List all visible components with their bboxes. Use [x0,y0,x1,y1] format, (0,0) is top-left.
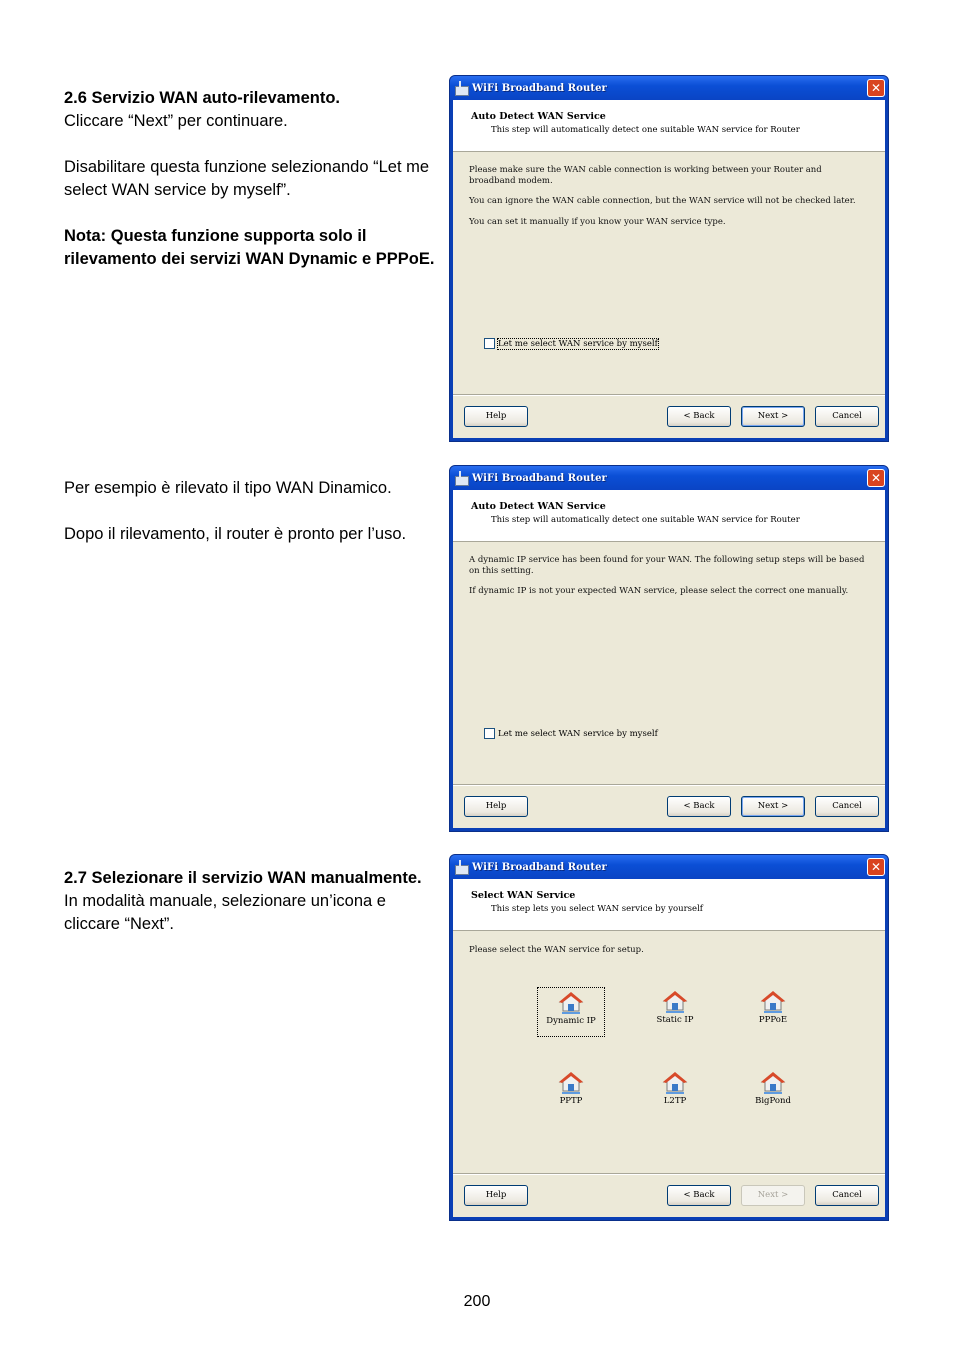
wizard-step-title: Auto Detect WAN Service [471,111,606,122]
example-text: Per esempio è rilevato il tipo WAN Dinamico. [64,479,392,497]
wizard-step-subtitle: This step lets you select WAN service by yourself [491,904,703,914]
info-text: You can set it manually if you know your WAN service type. [469,217,726,227]
dialog-client-area [453,100,885,438]
house-network-icon [558,991,584,1015]
next-button[interactable]: Next > [741,406,805,427]
section-2-7-text [64,867,444,936]
wizard-dialog-auto-detect [449,75,889,442]
wizard-dialog-select-wan [449,854,889,1221]
close-button[interactable]: ✕ [867,469,885,487]
service-label: Static IP [656,1015,694,1025]
house-network-icon [760,1071,786,1095]
close-button[interactable]: ✕ [867,858,885,876]
close-button[interactable]: ✕ [867,79,885,97]
wizard-step-subtitle: This step will automatically detect one suitable WAN service for Router [491,515,800,525]
wan-service-static-ip[interactable] [641,987,709,1025]
checkbox-label[interactable]: Let me select WAN service by myself [498,728,658,739]
manual-select-checkbox-row[interactable] [484,728,658,739]
button-divider [453,1173,885,1175]
info-text: Please select the WAN service for setup. [469,945,644,955]
house-network-icon [662,990,688,1014]
router-app-icon [454,81,468,95]
instruction-text: In modalità manuale, selezionare un’icona e cliccare “Next”. [64,892,386,933]
wan-service-l2tp[interactable] [641,1068,709,1106]
page-number: 200 [463,1293,491,1310]
section-2-6-text [64,87,444,271]
note-text: Nota: Questa funzione supporta solo il rilevamento dei servizi WAN Dynamic e PPPoE. [64,227,435,268]
wizard-step-subtitle: This step will automatically detect one suitable WAN service for Router [491,125,800,135]
window-titlebar[interactable] [450,466,888,490]
back-button[interactable]: < Back [667,1185,731,1206]
window-title: WiFi Broadband Router [472,82,607,94]
info-text: A dynamic IP service has been found for your WAN. The following setup steps will be based on this setting. [469,555,865,576]
wizard-header [453,100,885,152]
wizard-header [453,490,885,542]
dialog-client-area [453,490,885,828]
section-heading: 2.7 Selezionare il servizio WAN manualmente. [64,869,422,887]
cancel-button[interactable]: Cancel [815,1185,879,1206]
checkbox-label[interactable]: Let me select WAN service by myself [498,338,658,349]
router-app-icon [454,860,468,874]
next-button[interactable]: Next > [741,1185,805,1206]
service-label: PPTP [559,1096,583,1106]
cancel-button[interactable]: Cancel [815,796,879,817]
manual-select-checkbox-row[interactable] [484,338,658,349]
info-text: Please make sure the WAN cable connection is working between your Router and broadband modem. [469,165,822,186]
wizard-step-title: Select WAN Service [471,890,576,901]
service-label: L2TP [663,1096,687,1106]
window-title: WiFi Broadband Router [472,861,607,873]
window-titlebar[interactable] [450,76,888,100]
example-text: Dopo il rilevamento, il router è pronto per l’uso. [64,525,407,543]
next-button[interactable]: Next > [741,796,805,817]
house-network-icon [760,990,786,1014]
wan-service-pppoe[interactable] [739,987,807,1025]
help-button[interactable]: Help [464,1185,528,1206]
help-button[interactable]: Help [464,796,528,817]
help-button[interactable]: Help [464,406,528,427]
wan-service-pptp[interactable] [537,1068,605,1106]
wizard-dialog-detected [449,465,889,832]
house-network-icon [558,1071,584,1095]
back-button[interactable]: < Back [667,406,731,427]
cancel-button[interactable]: Cancel [815,406,879,427]
service-label: PPPoE [758,1015,788,1025]
instruction-text: Disabilitare questa funzione selezionando “Let me select WAN service by myself”. [64,158,430,199]
router-app-icon [454,471,468,485]
wan-service-bigpond[interactable] [739,1068,807,1106]
window-title: WiFi Broadband Router [472,472,607,484]
info-text: You can ignore the WAN cable connection, but the WAN service will not be checked later. [469,196,856,206]
info-text: If dynamic IP is not your expected WAN service, please select the correct one manually. [469,586,849,596]
dialog-client-area [453,879,885,1217]
wan-service-dynamic-ip[interactable] [537,987,605,1037]
button-divider [453,394,885,396]
section-example-text [64,477,444,546]
wizard-step-title: Auto Detect WAN Service [471,501,606,512]
window-titlebar[interactable] [450,855,888,879]
wizard-header [453,879,885,931]
manual-select-checkbox[interactable] [484,338,495,349]
manual-select-checkbox[interactable] [484,728,495,739]
service-label: BigPond [755,1096,791,1106]
back-button[interactable]: < Back [667,796,731,817]
button-divider [453,784,885,786]
section-heading: 2.6 Servizio WAN auto-rilevamento. [64,89,340,107]
house-network-icon [662,1071,688,1095]
instruction-text: Cliccare “Next” per continuare. [64,112,288,130]
service-label: Dynamic IP [546,1016,596,1026]
